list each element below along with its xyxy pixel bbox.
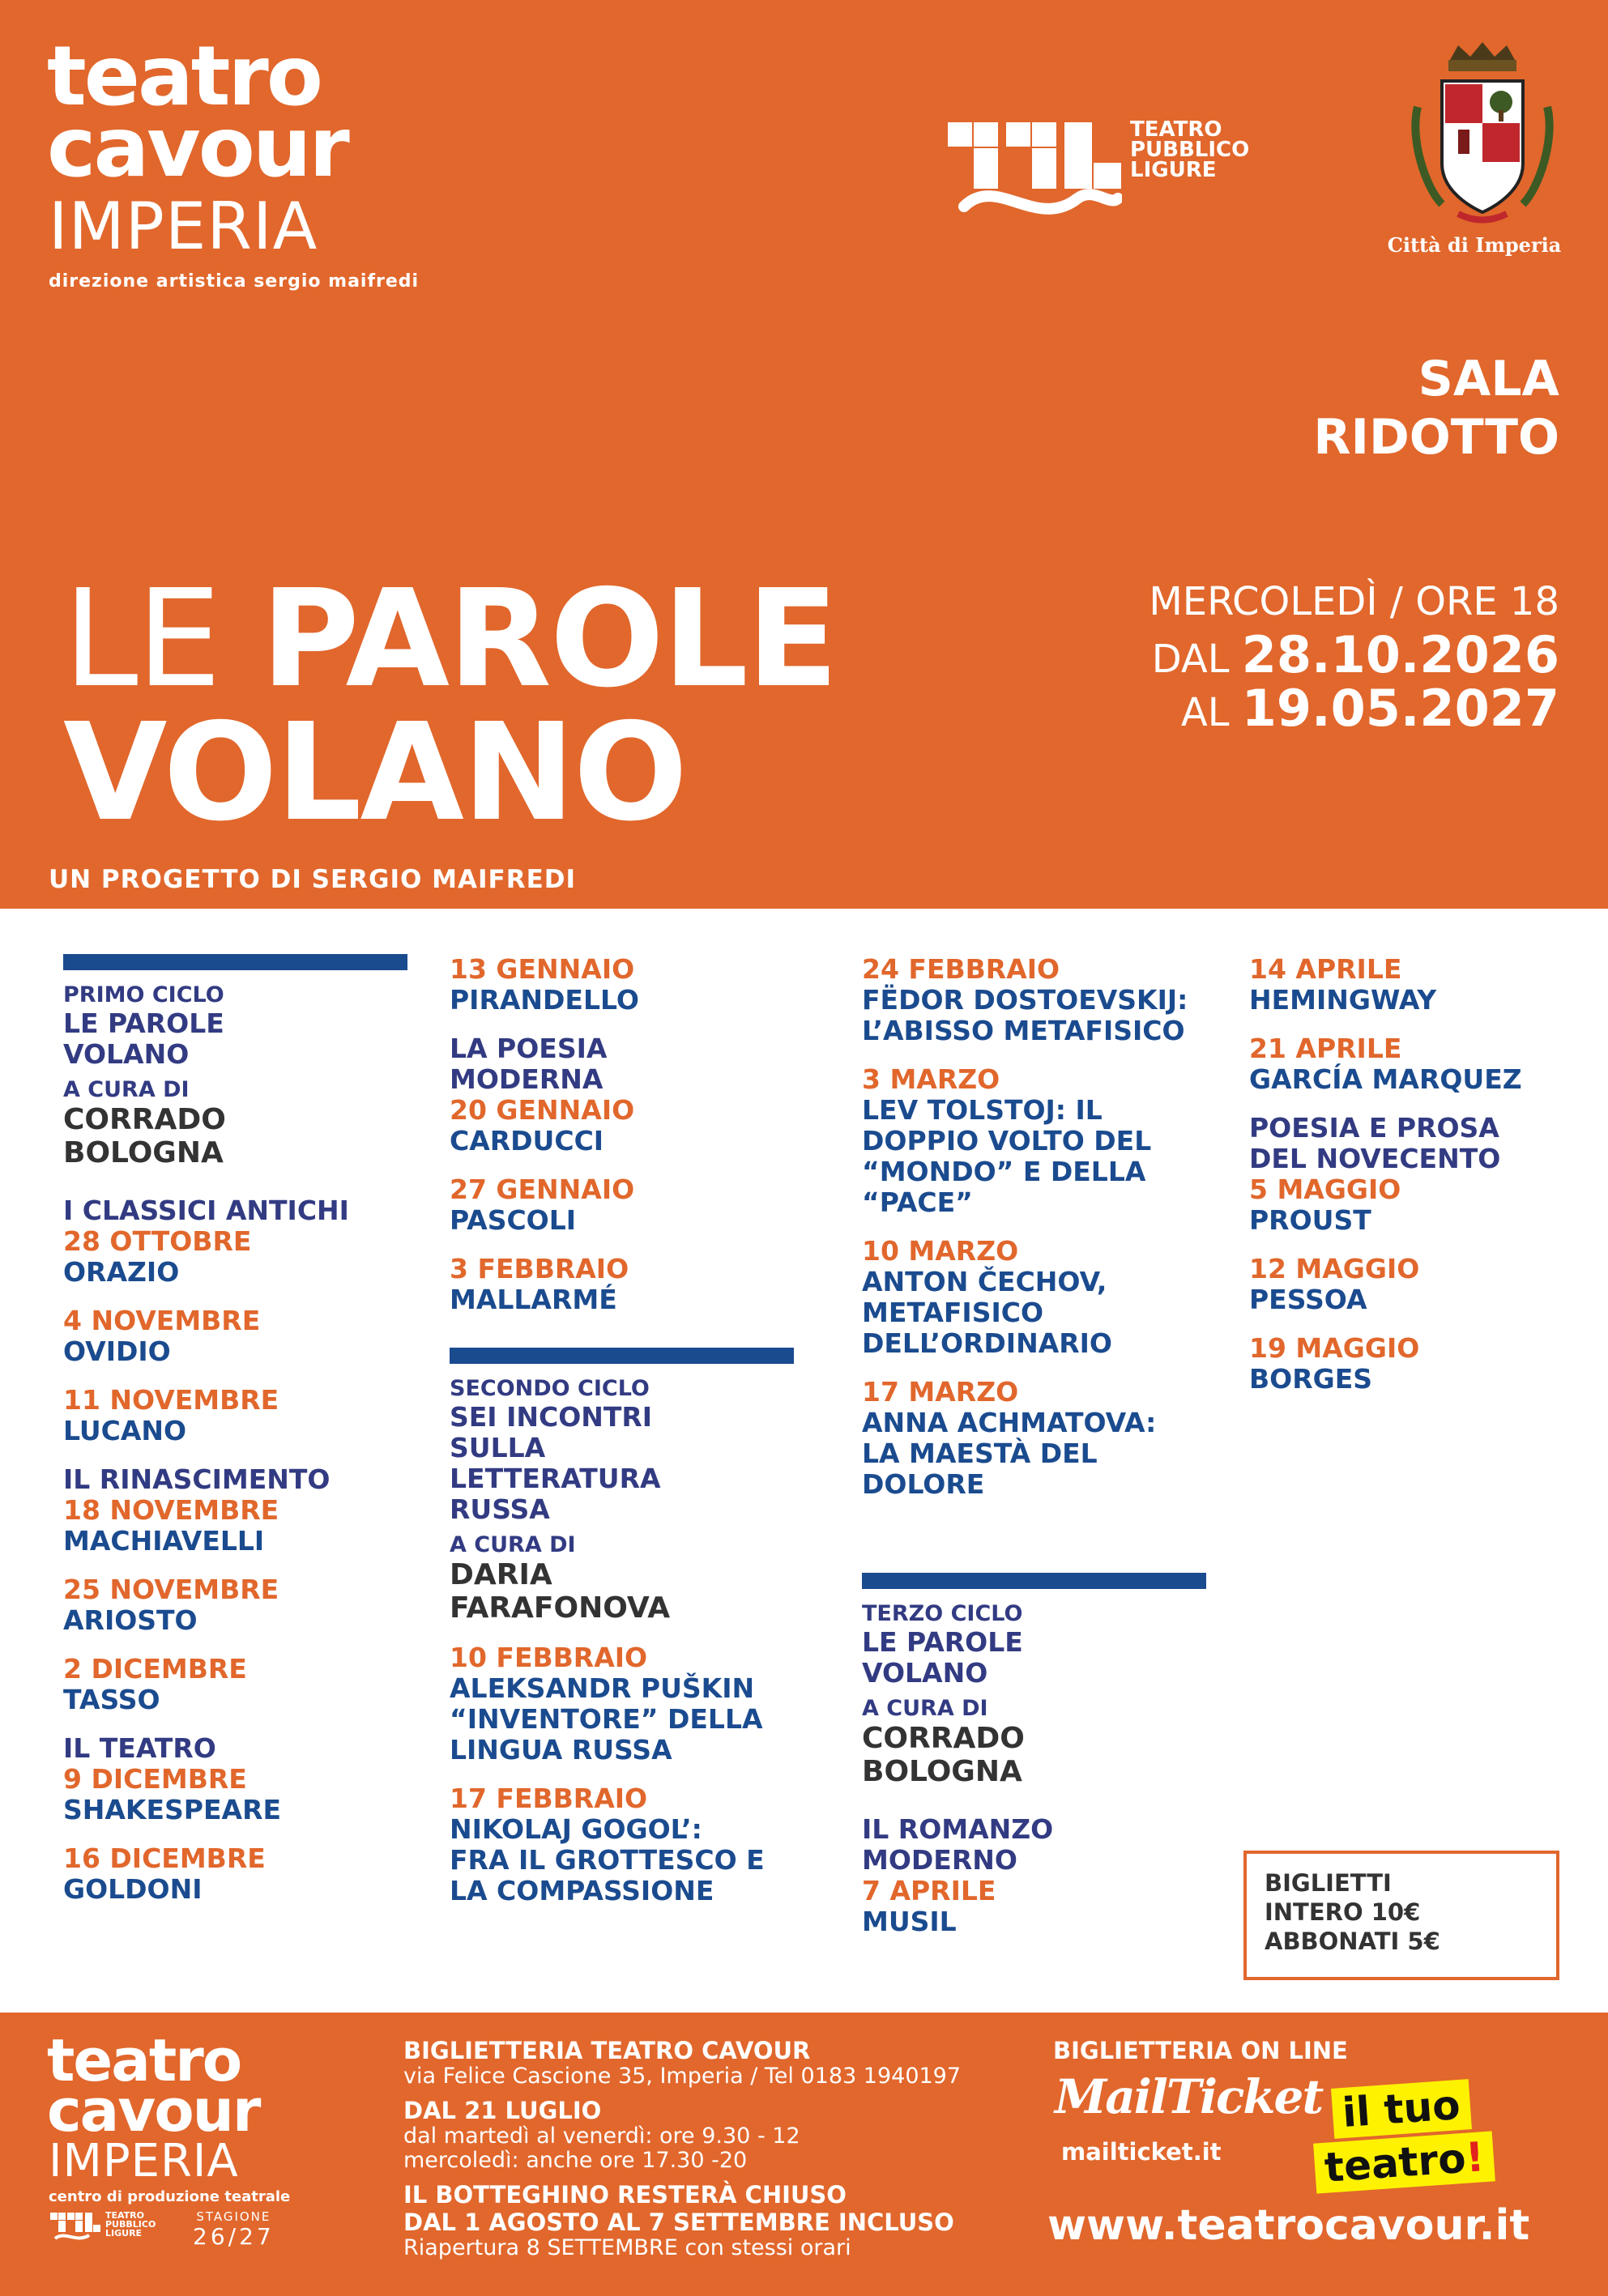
curator-name: BOLOGNA [63, 1136, 224, 1169]
program-column-4 [1249, 954, 1593, 1395]
event-date: 28 OTTOBRE [63, 1225, 252, 1257]
schedule-day: MERCOLEDÌ / ORE 18 [1149, 579, 1559, 624]
tpl-logo-text [1130, 117, 1250, 182]
footer-tpl-line: PUBBLICO [105, 2219, 156, 2230]
logo-imperia: IMPERIA [49, 189, 318, 264]
event-date: 18 NOVEMBRE [63, 1494, 279, 1526]
event-name: ORAZIO [63, 1256, 180, 1288]
venue-label [1313, 350, 1559, 466]
footer-logo-tagline: centro di produzione teatrale [49, 2188, 291, 2205]
event-name: “INVENTORE” DELLA [450, 1703, 763, 1735]
badge-word: teatro [1323, 2134, 1468, 2192]
schedule-to [1180, 679, 1559, 738]
website-link[interactable]: www.teatrocavour.it [1047, 2201, 1530, 2250]
mailticket-logo: MailTicket [1055, 2069, 1323, 2124]
section-title: MODERNA [450, 1063, 604, 1095]
event-date: 19 MAGGIO [1249, 1332, 1420, 1364]
event-name: PROUST [1249, 1204, 1371, 1236]
cycle-title: LE PAROLE [63, 1007, 224, 1039]
event-date: 4 NOVEMBRE [63, 1305, 261, 1336]
event-name: MUSIL [862, 1906, 957, 1937]
cycle-label: SECONDO CICLO [450, 1376, 650, 1401]
title-line-1 [63, 561, 838, 718]
event-date: 7 APRILE [862, 1875, 996, 1906]
badge-line-1: il tuo [1331, 2079, 1471, 2139]
footer-logo-imperia: IMPERIA [49, 2135, 239, 2187]
box-office-info [403, 2037, 1019, 2260]
section-title: MODERNO [862, 1844, 1017, 1876]
cycle-label: PRIMO CICLO [63, 982, 224, 1007]
footer-tpl-text [105, 2211, 156, 2238]
event-name: PASCOLI [450, 1204, 577, 1236]
footer-tpl-line: LIGURE [105, 2228, 143, 2238]
box-office-hours: dal martedì al venerdì: ore 9.30 - 12 [403, 2123, 800, 2149]
event-name: PESSOA [1249, 1284, 1367, 1315]
event-date: 11 NOVEMBRE [63, 1384, 279, 1416]
event-date: 5 MAGGIO [1249, 1174, 1401, 1205]
curator-name: BOLOGNA [862, 1755, 1022, 1788]
event-date: 21 APRILE [1249, 1033, 1402, 1064]
event-date: 3 MARZO [862, 1063, 1000, 1095]
event-name: MALLARMÉ [450, 1284, 617, 1315]
event-name: FRA IL GROTTESCO E [450, 1844, 765, 1876]
program-column-3 [862, 954, 1206, 1937]
logo-cavour: cavour [47, 100, 348, 196]
box-office-from: DAL 21 LUGLIO [403, 2097, 602, 2124]
event-date: 2 DICEMBRE [63, 1653, 247, 1685]
section-title: I CLASSICI ANTICHI [63, 1195, 349, 1226]
event-name: CARDUCCI [450, 1125, 604, 1157]
cycle-title: SULLA [450, 1432, 546, 1463]
cycle-title: VOLANO [862, 1657, 988, 1689]
event-name: LINGUA RUSSA [450, 1734, 672, 1766]
curator-name: FARAFONOVA [450, 1591, 671, 1625]
event-name: BORGES [1249, 1363, 1373, 1395]
event-date: 9 DICEMBRE [63, 1763, 247, 1795]
event-date: 20 GENNAIO [450, 1094, 635, 1126]
cycle-title: VOLANO [63, 1038, 190, 1070]
poster-header [0, 0, 1608, 909]
event-name: LEV TOLSTOJ: IL [862, 1094, 1103, 1126]
tickets-subscriber-price: ABBONATI 5€ [1265, 1928, 1440, 1955]
box-office-reopen: Riapertura 8 SETTEMBRE con stessi orari [403, 2235, 851, 2260]
footer-season-label: STAGIONE [196, 2209, 271, 2224]
event-name: METAFISICO [862, 1297, 1044, 1328]
tickets-full-price: INTERO 10€ [1265, 1898, 1421, 1926]
cycle-title: RUSSA [450, 1493, 550, 1525]
logo-tagline: direzione artistica sergio maifredi [49, 271, 420, 292]
curator-name: CORRADO [63, 1103, 226, 1136]
curator-name: CORRADO [862, 1722, 1025, 1755]
cycle-bar [450, 1348, 794, 1364]
tpl-line-1: TEATRO [1130, 117, 1222, 142]
program-column-1 [63, 954, 407, 1905]
title-parole: PAROLE [261, 561, 838, 718]
footer-tpl-icon [50, 2211, 100, 2243]
cycle-title: LETTERATURA [450, 1463, 661, 1494]
event-name: NIKOLAJ GOGOL’: [450, 1813, 702, 1845]
title-volano: VOLANO [63, 695, 686, 851]
section-title: LA POESIA [450, 1033, 608, 1064]
footer-season [193, 2209, 275, 2250]
box-office-hours: mercoledì: anche ore 17.30 -20 [403, 2148, 748, 2173]
cycle-bar [862, 1573, 1206, 1589]
event-date: 12 MAGGIO [1249, 1253, 1420, 1284]
title-le: LE [63, 561, 220, 718]
section-title: DEL NOVECENTO [1249, 1143, 1501, 1174]
tpl-line-2: PUBBLICO [1130, 138, 1250, 162]
footer-season-year: 26/27 [193, 2223, 275, 2250]
event-date: 25 NOVEMBRE [63, 1574, 279, 1605]
event-name: GOLDONI [63, 1873, 203, 1905]
project-subtitle: UN PROGETTO DI SERGIO MAIFREDI [49, 865, 577, 894]
badge-exclamation: ! [1464, 2133, 1486, 2182]
schedule-from [1151, 625, 1559, 684]
event-name: ALEKSANDR PUŠKIN [450, 1672, 755, 1704]
schedule-from-date: 28.10.2026 [1241, 625, 1559, 684]
event-name: FËDOR DOSTOEVSKIJ: [862, 984, 1188, 1016]
event-name: “PACE” [862, 1186, 973, 1218]
crest-caption: Città di Imperia [1387, 233, 1562, 257]
curator-label: A CURA DI [63, 1077, 190, 1102]
box-office-closed: DAL 1 AGOSTO AL 7 SETTEMBRE INCLUSO [403, 2209, 954, 2236]
footer-tpl-line: TEATRO [105, 2210, 145, 2221]
event-date: 16 DICEMBRE [63, 1842, 266, 1874]
event-name: PIRANDELLO [450, 984, 639, 1016]
event-name: DELL’ORDINARIO [862, 1327, 1112, 1359]
online-box-office-label: BIGLIETTERIA ON LINE [1053, 2037, 1348, 2064]
tickets-title: BIGLIETTI [1265, 1869, 1392, 1897]
event-name: ANTON ČECHOV, [862, 1266, 1107, 1297]
event-date: 27 GENNAIO [450, 1174, 635, 1205]
event-date: 13 GENNAIO [450, 953, 635, 985]
city-crest-icon [1410, 42, 1555, 228]
venue-line-1: SALA [1418, 351, 1559, 407]
event-date: 17 MARZO [862, 1376, 1019, 1408]
box-office-closed: IL BOTTEGHINO RESTERÀ CHIUSO [403, 2181, 847, 2209]
section-title: IL RINASCIMENTO [63, 1463, 331, 1495]
badge-line-2 [1313, 2131, 1495, 2193]
section-title: IL ROMANZO [862, 1813, 1054, 1845]
schedule-al: AL [1180, 690, 1230, 735]
program-column-2 [450, 954, 794, 1906]
section-title: IL TEATRO [63, 1732, 216, 1764]
event-name: MACHIAVELLI [63, 1525, 265, 1557]
event-name: OVIDIO [63, 1335, 171, 1367]
event-name: LUCANO [63, 1415, 187, 1446]
event-name: L’ABISSO METAFISICO [862, 1015, 1185, 1046]
tpl-logo-icon [948, 117, 1122, 223]
schedule-dal: DAL [1151, 637, 1230, 682]
il-tuo-teatro-badge [1300, 2077, 1511, 2191]
logo-teatro: teatro [47, 28, 321, 125]
event-name: DOLORE [862, 1468, 985, 1500]
event-date: 17 FEBBRAIO [450, 1783, 648, 1814]
mailticket-link[interactable]: mailticket.it [1061, 2138, 1222, 2166]
event-date: 10 FEBBRAIO [450, 1642, 648, 1673]
event-date: 3 FEBBRAIO [450, 1253, 629, 1284]
event-date: 24 FEBBRAIO [862, 953, 1060, 985]
event-name: LA MAESTÀ DEL [862, 1438, 1098, 1469]
venue-line-2: RIDOTTO [1313, 409, 1559, 466]
event-name: GARCÍA MARQUEZ [1249, 1063, 1522, 1095]
event-name: SHAKESPEARE [63, 1794, 282, 1825]
box-office-title: BIGLIETTERIA TEATRO CAVOUR [403, 2037, 811, 2064]
event-name: LA COMPASSIONE [450, 1875, 714, 1906]
event-name: DOPPIO VOLTO DEL [862, 1125, 1152, 1157]
cycle-title: SEI INCONTRI [450, 1401, 653, 1433]
footer-logo-teatro: teatro [47, 2026, 241, 2094]
curator-label: A CURA DI [862, 1696, 988, 1721]
event-date: 10 MARZO [862, 1235, 1019, 1267]
event-date: 14 APRILE [1249, 953, 1402, 985]
event-name: ARIOSTO [63, 1604, 198, 1636]
event-name: ANNA ACHMATOVA: [862, 1407, 1157, 1438]
curator-name: DARIA [450, 1558, 552, 1591]
event-name: “MONDO” E DELLA [862, 1156, 1146, 1187]
event-name: HEMINGWAY [1249, 984, 1437, 1016]
event-name: TASSO [63, 1684, 160, 1715]
cycle-label: TERZO CICLO [862, 1601, 1023, 1626]
box-office-address: via Felice Cascione 35, Imperia / Tel 0183 1940197 [403, 2064, 962, 2089]
ticket-prices-box [1243, 1851, 1559, 1980]
tpl-line-3: LIGURE [1130, 158, 1217, 182]
cycle-title: LE PAROLE [862, 1626, 1023, 1658]
section-title: POESIA E PROSA [1249, 1112, 1499, 1144]
curator-label: A CURA DI [450, 1532, 576, 1557]
footer-logo-cavour: cavour [47, 2077, 260, 2145]
cycle-bar [63, 954, 407, 970]
schedule-to-date: 19.05.2027 [1241, 679, 1559, 738]
